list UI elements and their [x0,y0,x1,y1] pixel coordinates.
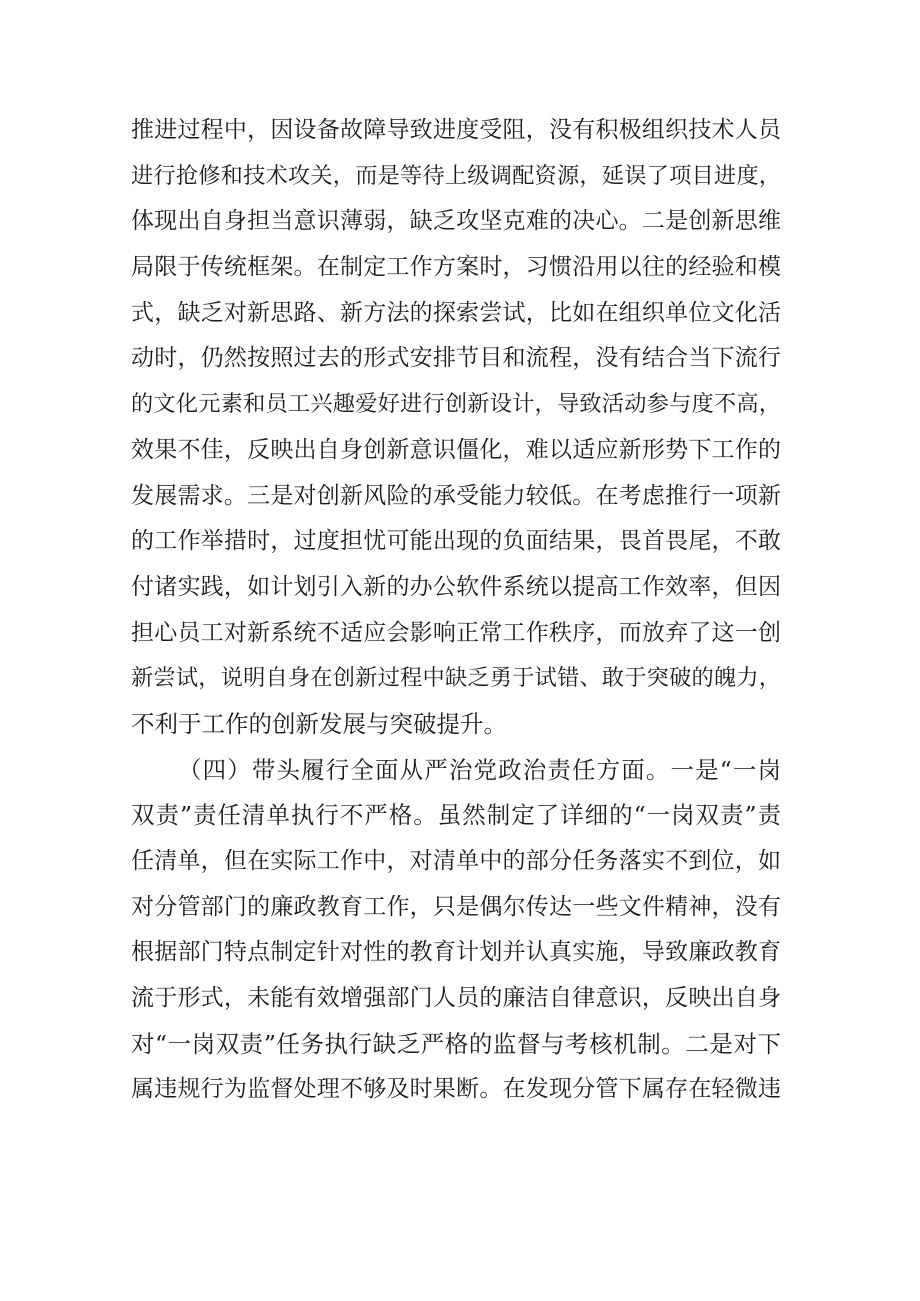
body-text [131,108,781,1113]
text-line: 局限于传统框架。在制定工作方案时，习惯沿用以往的经验和模 [131,254,781,281]
text-line: 的文化元素和员工兴趣爱好进行创新设计，导致活动参与度不高， [131,391,781,418]
text-line: 体现出自身担当意识薄弱，缺乏攻坚克难的决心。二是创新思维 [131,208,781,235]
text-line: 的工作举措时，过度担忧可能出现的负面结果，畏首畏尾，不敢 [131,528,781,555]
text-line: 式，缺乏对新思路、新方法的探索尝试，比如在组织单位文化活 [131,299,781,326]
text-line: 属违规行为监督处理不够及时果断。在发现分管下属存在轻微违 [131,1076,781,1103]
text-line: 对分管部门的廉政教育工作，只是偶尔传达一些文件精神，没有 [131,893,781,920]
text-line: 进行抢修和技术攻关，而是等待上级调配资源，延误了项目进度， [131,162,781,189]
text-line: 动时，仍然按照过去的形式安排节目和流程，没有结合当下流行 [131,345,781,372]
text-line: 对“一岗双责”任务执行缺乏严格的监督与考核机制。二是对下 [131,1029,781,1058]
text-line: 不利于工作的创新发展与突破提升。 [131,709,507,738]
text-line: 效果不佳，反映出自身创新意识僵化，难以适应新形势下工作的 [131,436,781,463]
text-line: 发展需求。三是对创新风险的承受能力较低。在考虑推行一项新 [131,482,781,509]
text-line: 任清单，但在实际工作中，对清单中的部分任务落实不到位，如 [131,848,781,874]
text-line: 付诸实践，如计划引入新的办公软件系统以提高工作效率，但因 [131,573,781,600]
text-line: 流于形式，未能有效增强部门人员的廉洁自律意识，反映出自身 [131,985,781,1012]
text-line: 新尝试，说明自身在创新过程中缺乏勇于试错、敢于突破的魄力， [131,665,781,692]
text-line: 担心员工对新系统不适应会影响正常工作秩序，而放弃了这一创 [131,619,781,646]
text-line: 根据部门特点制定针对性的教育计划并认真实施，导致廉政教育 [131,939,781,966]
section-heading-line: （四）带头履行全面从严治党政治责任方面。一是“一岗 [178,755,781,784]
text-line: 推进过程中，因设备故障导致进度受阻，没有积极组织技术人员 [131,117,781,143]
text-line: 双责”责任清单执行不严格。虽然制定了详细的“一岗双责”责 [131,801,781,830]
